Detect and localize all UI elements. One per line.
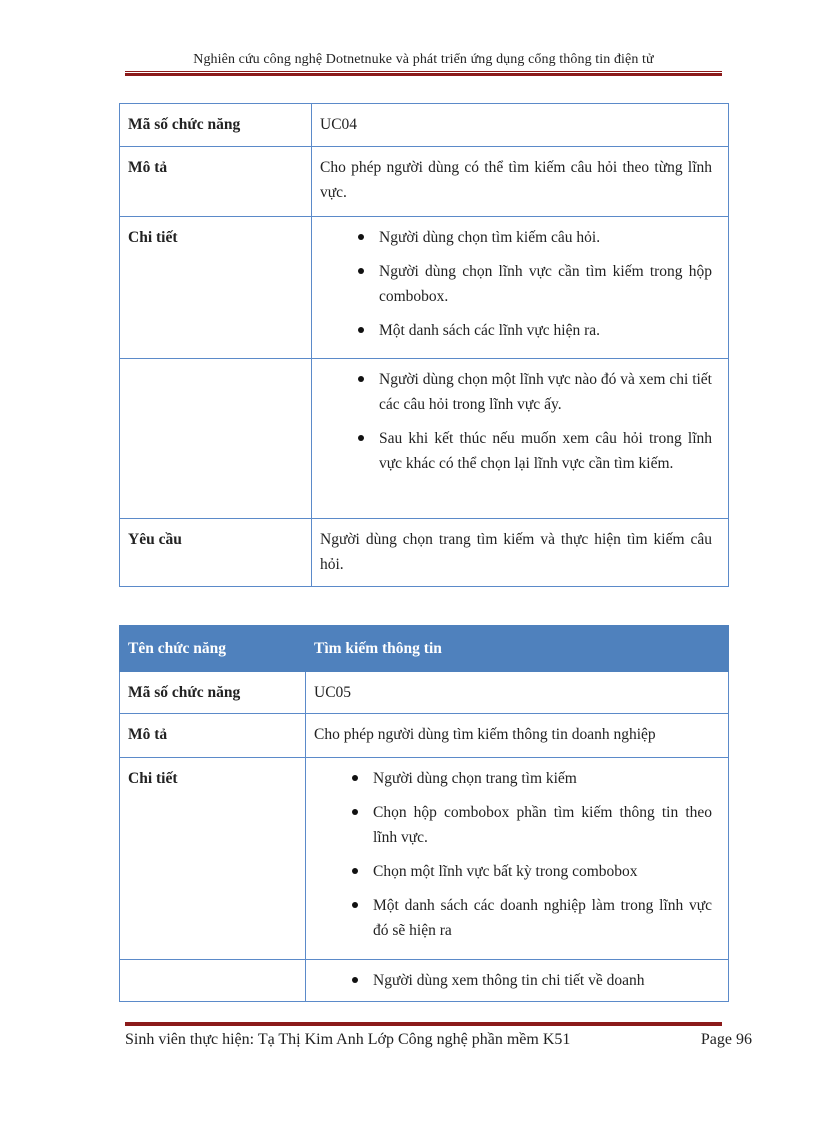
row-label: Mô tả <box>120 147 312 217</box>
list-item: Chọn hộp combobox phần tìm kiếm thông tin theo lĩnh vực. <box>352 800 712 850</box>
bullet-list <box>320 367 712 476</box>
list-item: Chọn một lĩnh vực bất kỳ trong combobox <box>352 859 712 884</box>
row-value: Cho phép người dùng tìm kiếm thông tin doanh nghiệp <box>306 714 729 758</box>
bullet-list <box>314 766 712 943</box>
row-value <box>306 960 729 1002</box>
row-label <box>120 960 306 1002</box>
table-row <box>120 104 729 147</box>
bullet-list <box>320 225 712 343</box>
row-value <box>306 758 729 960</box>
row-label: Yêu cầu <box>120 519 312 587</box>
row-value: Cho phép người dùng có thể tìm kiếm câu hỏi theo từng lĩnh vực. <box>312 147 729 217</box>
row-value: UC05 <box>306 672 729 714</box>
row-label: Mô tả <box>120 714 306 758</box>
table-row <box>120 519 729 587</box>
usecase-table-uc04 <box>119 103 729 587</box>
usecase-table-uc05 <box>119 625 729 1002</box>
list-item: Người dùng chọn tìm kiếm câu hỏi. <box>358 225 712 250</box>
row-value: UC04 <box>312 104 729 147</box>
list-item: Một danh sách các lĩnh vực hiện ra. <box>358 318 712 343</box>
header-value: Tìm kiếm thông tin <box>306 626 729 672</box>
header-rule <box>125 71 722 76</box>
row-label: Mã số chức năng <box>120 672 306 714</box>
table-row <box>120 714 729 758</box>
list-item: Người dùng chọn trang tìm kiếm <box>352 766 712 791</box>
list-item: Một danh sách các doanh nghiệp làm trong lĩnh vực đó sẽ hiện ra <box>352 893 712 943</box>
table-row <box>120 359 729 519</box>
row-label: Mã số chức năng <box>120 104 312 147</box>
row-label <box>120 359 312 519</box>
table-row <box>120 672 729 714</box>
table-row <box>120 960 729 1002</box>
row-value <box>312 359 729 519</box>
page-header: Nghiên cứu công nghệ Dotnetnuke và phát triển ứng dụng cổng thông tin điện tử <box>193 52 654 67</box>
footer-rule <box>125 1021 722 1026</box>
table-row <box>120 147 729 217</box>
list-item: Người dùng chọn một lĩnh vực nào đó và xem chi tiết các câu hỏi trong lĩnh vực ấy. <box>358 367 712 417</box>
table-row <box>120 758 729 960</box>
header-label: Tên chức năng <box>120 626 306 672</box>
row-value <box>312 217 729 359</box>
list-item: Người dùng chọn lĩnh vực cần tìm kiếm trong hộp combobox. <box>358 259 712 309</box>
page-footer <box>125 1031 752 1049</box>
row-label: Chi tiết <box>120 758 306 960</box>
table-header-row <box>120 626 729 672</box>
page-number: Page 96 <box>700 1031 752 1048</box>
row-value: Người dùng chọn trang tìm kiếm và thực hiện tìm kiếm câu hỏi. <box>312 519 729 587</box>
bullet-list <box>314 968 712 993</box>
list-item: Người dùng xem thông tin chi tiết về doanh <box>352 968 712 993</box>
table-row <box>120 217 729 359</box>
footer-author: Sinh viên thực hiện: Tạ Thị Kim Anh Lớp Công nghệ phần mềm K51 <box>125 1031 571 1048</box>
list-item: Sau khi kết thúc nếu muốn xem câu hỏi trong lĩnh vực khác có thể chọn lại lĩnh vực cần tìm kiếm. <box>358 426 712 476</box>
row-label: Chi tiết <box>120 217 312 359</box>
